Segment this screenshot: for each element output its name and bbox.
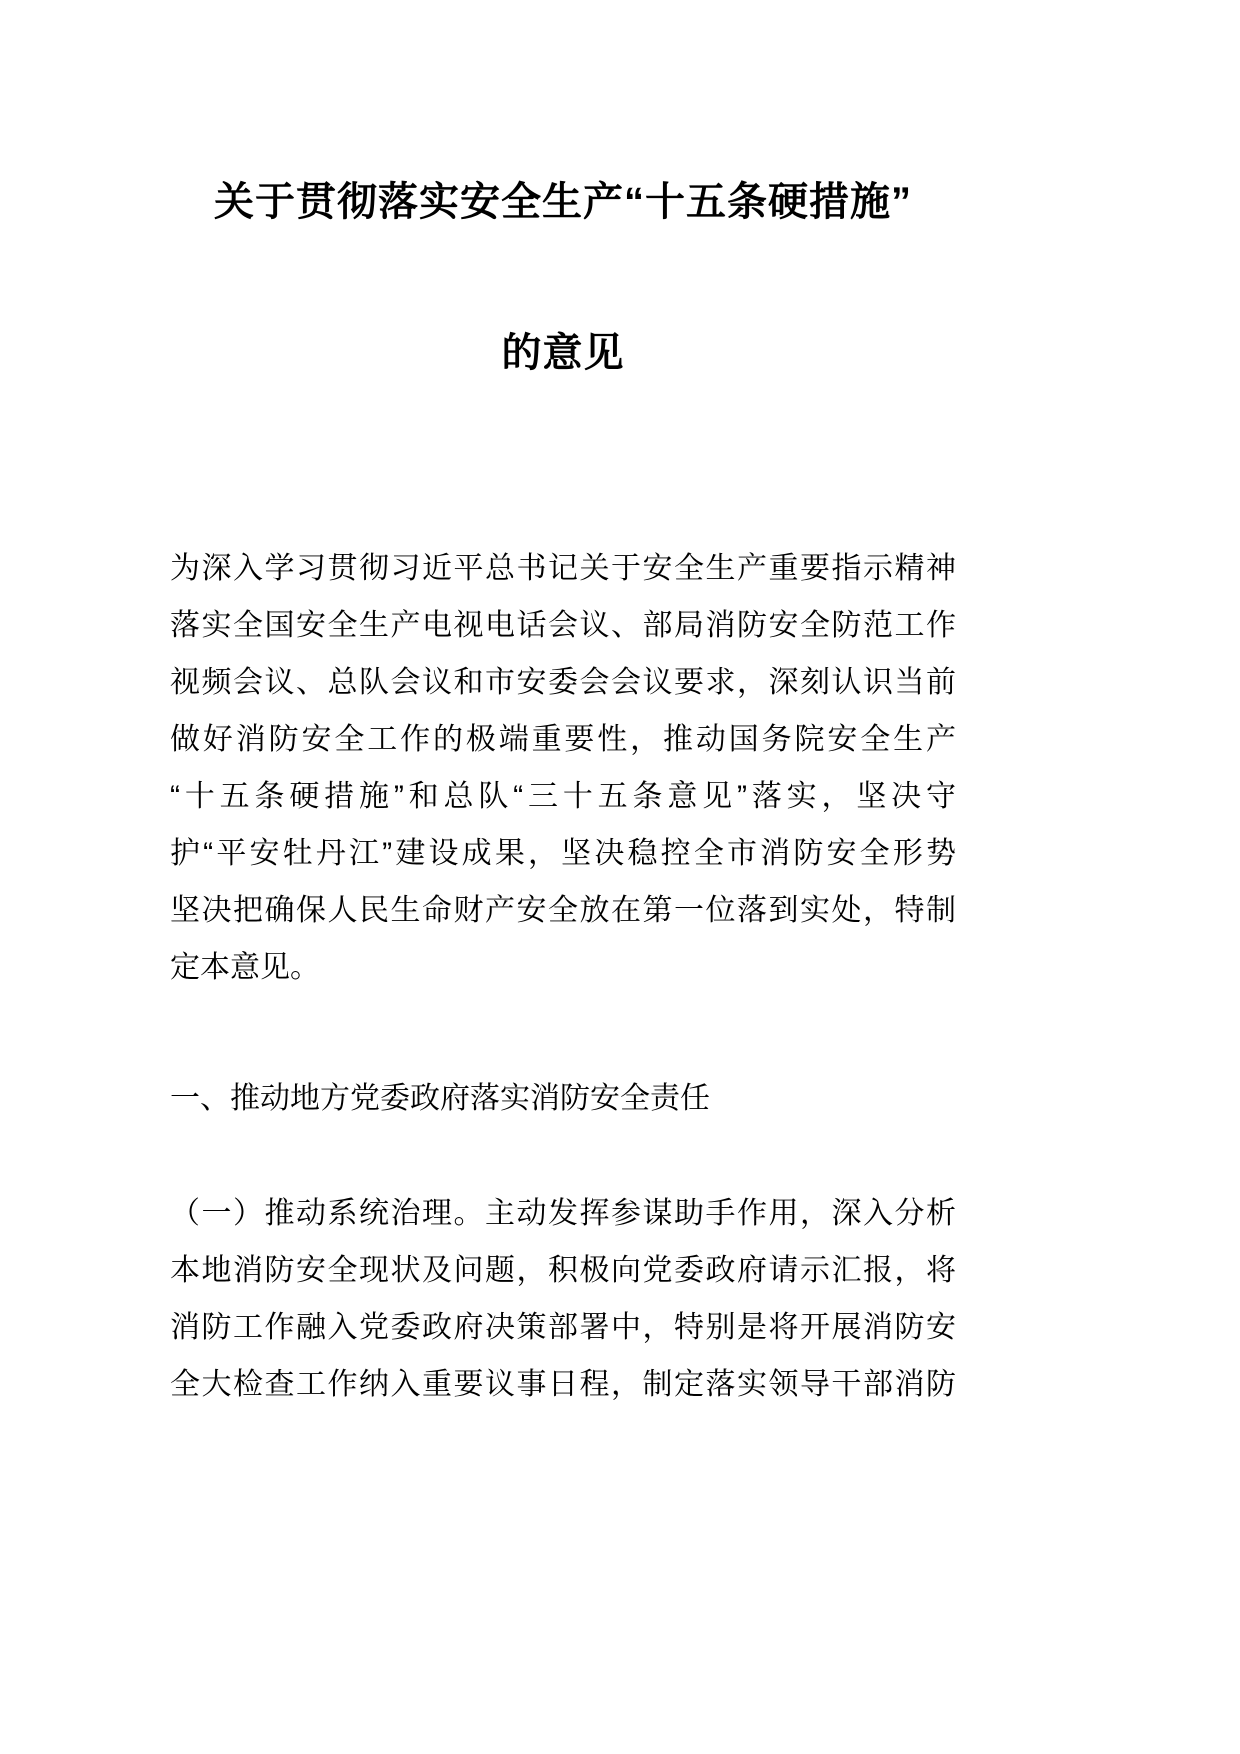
- text-line: 坚决把确保人民生命财产安全放在第一位落到实处，特制: [170, 894, 956, 927]
- text-line: 本地消防安全现状及问题，积极向党委政府请示汇报，将: [170, 1254, 956, 1287]
- text-line: 落实全国安全生产电视电话会议、部局消防安全防范工作: [170, 609, 956, 642]
- text-line: （一）推动系统治理。主动发挥参谋助手作用，深入分析: [170, 1197, 956, 1230]
- paragraph-intro: [170, 540, 956, 996]
- text-line: 定本意见。: [170, 951, 320, 984]
- section-heading-1: 一、推动地方党委政府落实消防安全责任: [170, 1082, 710, 1115]
- document-content: [170, 0, 956, 1413]
- text-line: “十五条硬措施”和总队“三十五条意见”落实，坚决守: [170, 780, 956, 813]
- text-line: 做好消防安全工作的极端重要性，推动国务院安全生产: [170, 723, 956, 756]
- text-line: 全大检查工作纳入重要议事日程，制定落实领导干部消防: [170, 1368, 956, 1401]
- text-line: 视频会议、总队会议和市安委会会议要求，深刻认识当前: [170, 666, 956, 699]
- text-line: 消防工作融入党委政府决策部署中，特别是将开展消防安: [170, 1311, 956, 1344]
- document-title-line-2: 的意见: [501, 331, 625, 375]
- paragraph-section-1-item-1: [170, 1185, 956, 1413]
- text-line: 护“平安牡丹江”建设成果，坚决稳控全市消防安全形势: [170, 837, 956, 870]
- document-title-line-1: 关于贯彻落实安全生产“十五条硬措施”: [214, 180, 912, 224]
- text-line: 为深入学习贯彻习近平总书记关于安全生产重要指示精神: [170, 552, 956, 585]
